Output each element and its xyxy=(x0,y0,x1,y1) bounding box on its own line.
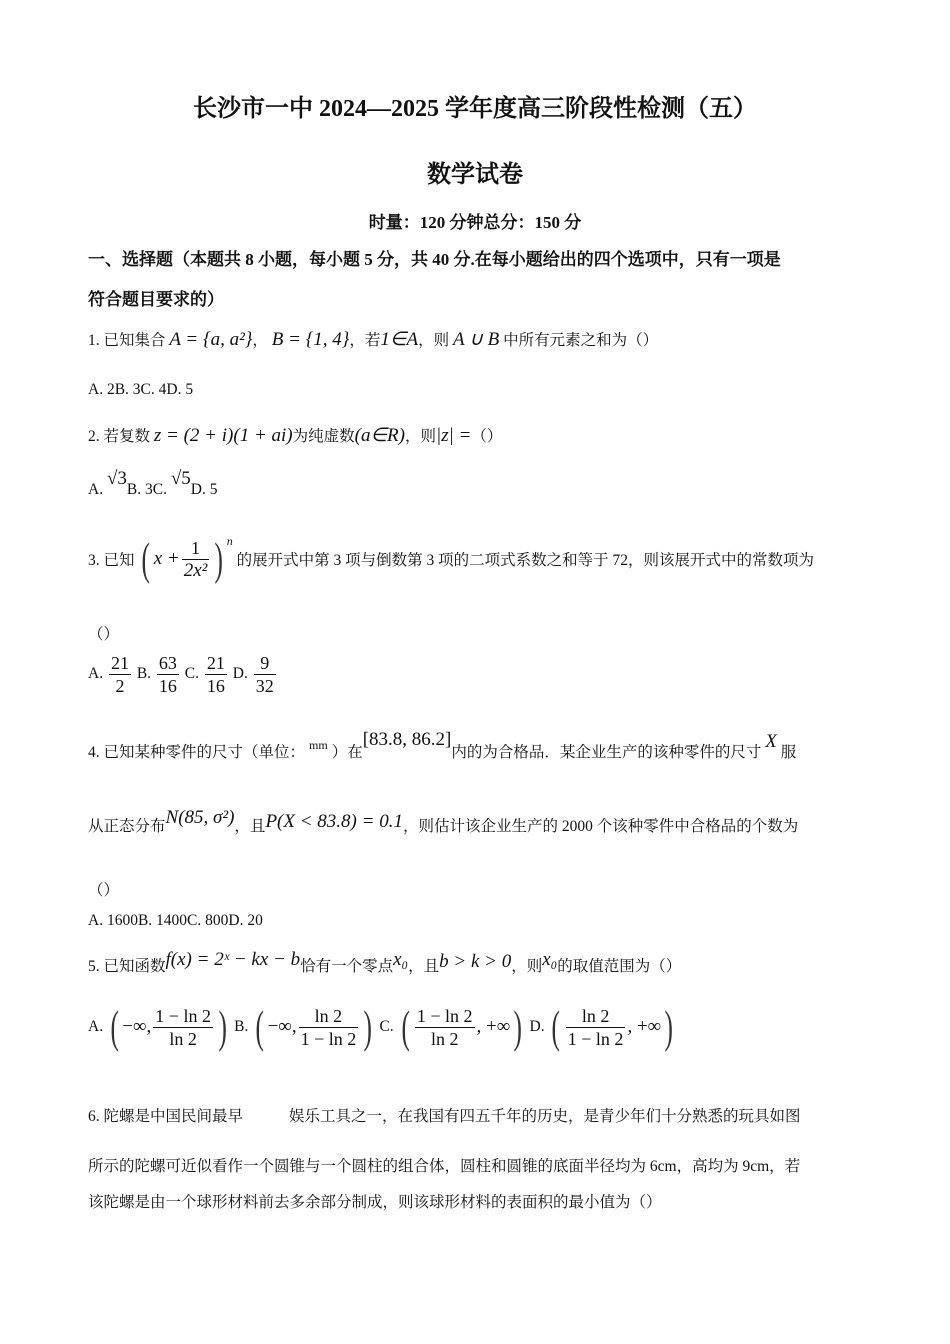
q2-expr: z = (2 + i)(1 + ai) xyxy=(153,425,293,446)
q5-c-rparen: ) xyxy=(513,1001,523,1052)
question-2 xyxy=(88,424,502,447)
q3-opt-c-fraction xyxy=(205,652,227,697)
q3-opt-a: A. xyxy=(88,665,104,683)
q2-mid: 为纯虚数 xyxy=(292,428,355,445)
q4-prefix: 4. 已知某种零件的尺寸（单位： xyxy=(88,744,306,761)
q5-d-lparen: ( xyxy=(551,1001,561,1052)
q2-opt-c-val: √5 xyxy=(170,468,191,489)
q3-opt-d: D. xyxy=(232,665,248,683)
q5-mid2: ，且 xyxy=(408,958,440,975)
q1-prefix: 1. 已知集合 xyxy=(88,332,166,349)
q4-mid3: 服 xyxy=(780,744,797,761)
question-4-line1 xyxy=(88,729,797,763)
question-4-line2 xyxy=(88,807,799,837)
q5-opt-b: B. xyxy=(234,1018,249,1035)
q3-a-num: 21 xyxy=(110,653,129,673)
q3-text: 的展开式中第 3 项与倒数第 3 项的二项式系数之和等于 72，则该展开式中的常数项为 xyxy=(236,552,814,569)
q5-opt-c: C. xyxy=(379,1018,394,1035)
q4-options: A. 1600B. 1400C. 800D. 20 xyxy=(88,912,263,929)
question-6-line3: 该陀螺是由一个球形材料前去多余部分制成，则该球形材料的表面积的最小值为（） xyxy=(88,1194,662,1211)
q3-opt-c: C. xyxy=(184,665,200,683)
q2-opt-d: D. 5 xyxy=(190,481,218,498)
q3-d-num: 9 xyxy=(254,652,276,675)
q2-then: ，则 xyxy=(404,428,436,445)
section-heading-line1: 一、选择题（本题共 8 小题，每小题 5 分，共 40 分.在每小题给出的四个选项中，只有一项是 xyxy=(88,250,781,269)
q3-c-num: 21 xyxy=(206,653,225,673)
q3-d-den: 32 xyxy=(255,676,274,696)
q3-a-den: 2 xyxy=(115,676,125,696)
question-6-line1 xyxy=(88,1104,801,1126)
q3-expr-num: 1 xyxy=(182,537,210,560)
section-heading-line2: 符合题目要求的） xyxy=(88,290,224,309)
q1-union: A ∪ B xyxy=(452,329,500,350)
q3-prefix: 3. 已知 xyxy=(88,552,135,569)
q5-prefix: 5. 已知函数 xyxy=(88,958,166,975)
q6-l1a: 6. 陀螺是中国民间最早 xyxy=(88,1108,244,1125)
q1-options: A. 2B. 3C. 4D. 5 xyxy=(88,381,194,398)
q5-b-left: −∞, xyxy=(267,1016,297,1037)
q2-options xyxy=(88,468,218,500)
q5-a-left: −∞, xyxy=(122,1016,152,1037)
q5-b-num: ln 2 xyxy=(299,1005,359,1028)
q3-right-paren: ) xyxy=(214,533,224,584)
q3-opt-b-fraction xyxy=(157,652,179,697)
q5-tail: 的取值范围为（） xyxy=(557,958,682,975)
question-1: 1. 已知集合 A = {a, a²}， B = {1, 4}，若1∈A，则 A ∪ B 中所有元素之和为（） xyxy=(88,329,659,350)
q4-mid1: ）在 xyxy=(331,744,363,761)
q3-opt-a-fraction xyxy=(109,652,131,697)
q5-d-right: , +∞ xyxy=(627,1016,662,1037)
exam-title: 长沙市一中 2024—2025 学年度高三阶段性检测（五） xyxy=(193,96,757,122)
q3-tail: （） xyxy=(88,626,120,643)
question-6-line2: 所示的陀螺可近似看作一个圆锥与一个圆柱的组合体，圆柱和圆锥的底面半径均为 6cm，高均为 9cm，若 xyxy=(88,1158,801,1175)
q5-b-den: 1 − ln 2 xyxy=(300,1028,357,1049)
q5-a-den: ln 2 xyxy=(169,1028,197,1049)
q4-l2-mid: ，且 xyxy=(234,818,266,835)
question-5 xyxy=(88,949,682,977)
q3-expr-fraction xyxy=(182,537,210,582)
q3-c-den: 16 xyxy=(206,676,225,696)
q5-mid3: ，则 xyxy=(511,958,543,975)
q5-d-fraction xyxy=(566,1005,626,1050)
q5-c-lparen: ( xyxy=(400,1001,410,1052)
q4-var: X xyxy=(765,731,777,752)
q4-interval: [83.8, 86.2] xyxy=(362,729,452,750)
q2-tail: （） xyxy=(471,428,503,445)
q2-prefix: 2. 若复数 xyxy=(88,428,151,445)
q3-b-den: 16 xyxy=(158,676,177,696)
q5-d-num: ln 2 xyxy=(566,1005,626,1028)
question-3 xyxy=(88,533,814,584)
q3-b-num: 63 xyxy=(158,653,177,673)
q1-tail: 中所有元素之和为（） xyxy=(503,332,659,349)
q4-prob: P(X < 83.8) = 0.1 xyxy=(265,811,403,832)
q1-set-b: B = {1, 4} xyxy=(271,329,350,350)
q2-abs: |z| = xyxy=(435,425,472,446)
q4-l2-prefix: 从正态分布 xyxy=(88,818,166,835)
exam-subtitle: 数学试卷 xyxy=(427,162,523,188)
q4-mid2: 内的为合格品．某企业生产的该种零件的尺寸 xyxy=(451,744,762,761)
q4-l2-tail: ，则估计该企业生产的 2000 个该种零件中合格品的个数为 xyxy=(402,818,799,835)
q3-expr-pow: n xyxy=(226,534,233,548)
q4-dist: N(85, σ²) xyxy=(165,807,235,828)
q3-opt-d-fraction xyxy=(254,652,276,697)
q5-b-rparen: ) xyxy=(363,1001,373,1052)
q5-b-fraction xyxy=(299,1005,359,1050)
q2-opt-b: B. 3C. xyxy=(126,481,167,498)
q1-set-a: A = {a, a²} xyxy=(169,329,253,350)
q3-expr-x: x + xyxy=(153,548,180,569)
q1-cond-math: 1∈A xyxy=(380,329,419,350)
q1-cond: ，若 xyxy=(349,332,381,349)
q5-opt-d: D. xyxy=(529,1018,545,1035)
q5-options xyxy=(88,1001,677,1052)
q5-d-rparen: ) xyxy=(664,1001,674,1052)
q5-cond: b > k > 0 xyxy=(439,951,512,972)
q5-a-lparen: ( xyxy=(110,1001,119,1052)
q3-expr-den: 2x² xyxy=(183,559,208,581)
q5-b-lparen: ( xyxy=(255,1001,265,1052)
q5-c-den: ln 2 xyxy=(430,1028,459,1049)
q5-x0b: x₀ xyxy=(542,949,558,970)
q6-l1b: 娱乐工具之一，在我国有四五千年的历史，是青少年们十分熟悉的玩具如图 xyxy=(289,1108,801,1125)
q1-then: ，则 xyxy=(418,332,450,349)
q5-a-num: 1 − ln 2 xyxy=(155,1005,211,1026)
q3-left-paren: ( xyxy=(141,533,151,584)
q5-d-den: 1 − ln 2 xyxy=(567,1028,624,1049)
q4-tail: （） xyxy=(88,882,120,899)
q5-a-fraction xyxy=(153,1005,213,1050)
q2-cond: (a∈R) xyxy=(354,425,405,446)
q2-opt-a-val: √3 xyxy=(106,468,127,489)
q5-a-rparen: ) xyxy=(218,1001,227,1052)
q3-options xyxy=(88,652,278,697)
exam-time-info: 时量：120 分钟总分：150 分 xyxy=(368,213,582,232)
q5-x0: x₀ xyxy=(393,949,409,970)
q5-func: f(x) = 2ˣ − kx − b xyxy=(165,949,301,970)
q5-mid1: 恰有一个零点 xyxy=(300,958,394,975)
q2-opt-a: A. xyxy=(88,481,104,498)
q5-c-right: , +∞ xyxy=(476,1016,511,1037)
q3-opt-b: B. xyxy=(136,665,152,683)
q5-opt-a: A. xyxy=(88,1018,104,1035)
q5-c-fraction xyxy=(415,1005,475,1050)
q5-c-num: 1 − ln 2 xyxy=(416,1005,473,1026)
q4-unit: mm xyxy=(309,738,328,752)
